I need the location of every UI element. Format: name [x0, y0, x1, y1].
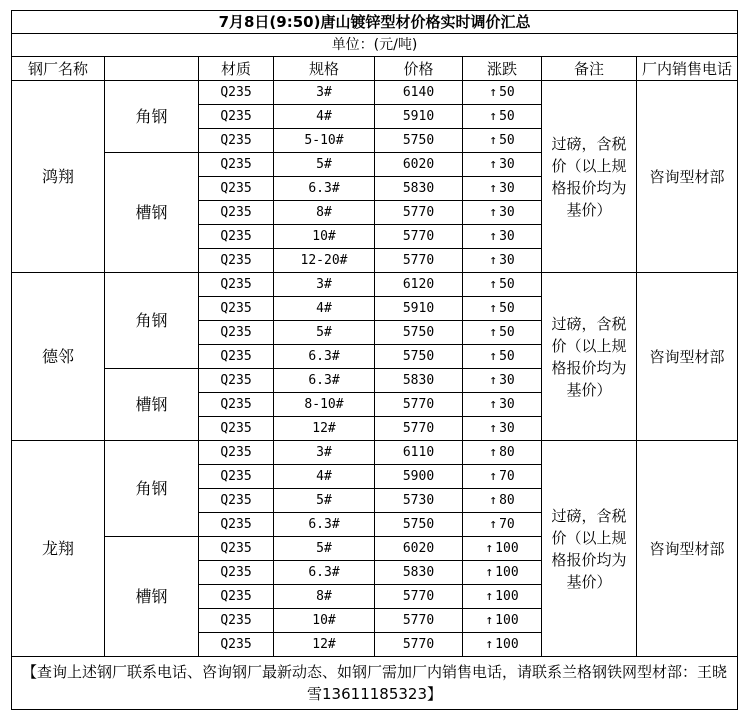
mill-phone: 咨询型材部 [637, 81, 738, 273]
header-note: 备注 [542, 57, 637, 81]
cell-price: 5750 [375, 129, 463, 153]
cell-spec: 6.3# [274, 513, 375, 537]
cell-spec: 5-10# [274, 129, 375, 153]
steel-type: 槽钢 [105, 153, 199, 273]
cell-price: 5830 [375, 177, 463, 201]
cell-price: 5770 [375, 633, 463, 657]
cell-change [463, 177, 542, 201]
cell-spec: 8# [274, 201, 375, 225]
cell-price: 5750 [375, 321, 463, 345]
cell-material: Q235 [199, 585, 274, 609]
up-arrow-icon: ↑ [489, 156, 498, 172]
table-row [12, 273, 738, 297]
cell-price: 5830 [375, 561, 463, 585]
up-arrow-icon: ↑ [489, 324, 498, 340]
cell-price: 5770 [375, 249, 463, 273]
cell-change [463, 537, 542, 561]
cell-material: Q235 [199, 321, 274, 345]
price-sheet [11, 10, 737, 711]
up-arrow-icon: ↑ [489, 468, 498, 484]
cell-material: Q235 [199, 153, 274, 177]
cell-spec: 6.3# [274, 177, 375, 201]
change-value: 50 [499, 324, 515, 340]
cell-change [463, 369, 542, 393]
mill-note: 过磅，含税价（以上规格报价均为基价） [542, 441, 637, 657]
cell-material: Q235 [199, 441, 274, 465]
cell-price: 5770 [375, 609, 463, 633]
change-value: 50 [499, 300, 515, 316]
cell-spec: 3# [274, 441, 375, 465]
steel-type: 角钢 [105, 81, 199, 153]
up-arrow-icon: ↑ [489, 228, 498, 244]
change-value: 30 [499, 252, 515, 268]
cell-change [463, 321, 542, 345]
cell-change [463, 441, 542, 465]
change-value: 30 [499, 228, 515, 244]
cell-change [463, 561, 542, 585]
up-arrow-icon: ↑ [489, 372, 498, 388]
change-value: 100 [495, 612, 519, 628]
up-arrow-icon: ↑ [485, 636, 494, 652]
cell-spec: 6.3# [274, 561, 375, 585]
up-arrow-icon: ↑ [489, 132, 498, 148]
up-arrow-icon: ↑ [489, 444, 498, 460]
price-table [11, 10, 738, 710]
mill-name: 鸿翔 [12, 81, 105, 273]
change-value: 30 [499, 180, 515, 196]
cell-change [463, 513, 542, 537]
steel-type: 角钢 [105, 273, 199, 369]
cell-material: Q235 [199, 537, 274, 561]
header-row [12, 57, 738, 81]
cell-price: 5900 [375, 465, 463, 489]
cell-material: Q235 [199, 489, 274, 513]
cell-change [463, 585, 542, 609]
mill-note: 过磅，含税价（以上规格报价均为基价） [542, 81, 637, 273]
table-row [12, 441, 738, 465]
up-arrow-icon: ↑ [489, 276, 498, 292]
cell-change [463, 105, 542, 129]
cell-spec: 5# [274, 153, 375, 177]
up-arrow-icon: ↑ [485, 540, 494, 556]
cell-change [463, 273, 542, 297]
cell-spec: 5# [274, 321, 375, 345]
change-value: 50 [499, 132, 515, 148]
change-value: 100 [495, 540, 519, 556]
steel-type: 角钢 [105, 441, 199, 537]
cell-material: Q235 [199, 393, 274, 417]
cell-material: Q235 [199, 129, 274, 153]
cell-material: Q235 [199, 273, 274, 297]
header-blank [105, 57, 199, 81]
cell-price: 6110 [375, 441, 463, 465]
up-arrow-icon: ↑ [489, 180, 498, 196]
cell-spec: 6.3# [274, 345, 375, 369]
cell-spec: 10# [274, 609, 375, 633]
cell-spec: 6.3# [274, 369, 375, 393]
cell-material: Q235 [199, 513, 274, 537]
change-value: 100 [495, 636, 519, 652]
cell-price: 6140 [375, 81, 463, 105]
up-arrow-icon: ↑ [489, 492, 498, 508]
up-arrow-icon: ↑ [489, 420, 498, 436]
cell-spec: 4# [274, 465, 375, 489]
cell-change [463, 417, 542, 441]
change-value: 30 [499, 396, 515, 412]
cell-material: Q235 [199, 297, 274, 321]
change-value: 50 [499, 108, 515, 124]
header-material: 材质 [199, 57, 274, 81]
change-value: 50 [499, 348, 515, 364]
cell-spec: 10# [274, 225, 375, 249]
change-value: 30 [499, 372, 515, 388]
cell-material: Q235 [199, 561, 274, 585]
cell-change [463, 633, 542, 657]
cell-change [463, 153, 542, 177]
cell-spec: 12# [274, 633, 375, 657]
footer-contact: 【查询上述钢厂联系电话、咨询钢厂最新动态、如钢厂需加厂内销售电话，请联系兰格钢铁网型材部：王晓雪13611185323】 [12, 657, 738, 710]
change-value: 50 [499, 84, 515, 100]
cell-spec: 12# [274, 417, 375, 441]
cell-price: 5770 [375, 585, 463, 609]
up-arrow-icon: ↑ [489, 84, 498, 100]
cell-material: Q235 [199, 369, 274, 393]
cell-material: Q235 [199, 633, 274, 657]
header-phone: 厂内销售电话 [637, 57, 738, 81]
cell-spec: 8# [274, 585, 375, 609]
cell-change [463, 129, 542, 153]
cell-material: Q235 [199, 609, 274, 633]
cell-material: Q235 [199, 249, 274, 273]
up-arrow-icon: ↑ [489, 204, 498, 220]
header-spec: 规格 [274, 57, 375, 81]
up-arrow-icon: ↑ [489, 396, 498, 412]
change-value: 100 [495, 588, 519, 604]
cell-price: 5750 [375, 513, 463, 537]
cell-price: 5830 [375, 369, 463, 393]
cell-spec: 8-10# [274, 393, 375, 417]
up-arrow-icon: ↑ [485, 564, 494, 580]
cell-price: 6020 [375, 153, 463, 177]
cell-material: Q235 [199, 105, 274, 129]
cell-spec: 3# [274, 273, 375, 297]
cell-change [463, 465, 542, 489]
cell-price: 5770 [375, 201, 463, 225]
cell-change [463, 225, 542, 249]
mill-name: 德邻 [12, 273, 105, 441]
cell-price: 5770 [375, 393, 463, 417]
header-change: 涨跌 [463, 57, 542, 81]
cell-change [463, 249, 542, 273]
change-value: 70 [499, 516, 515, 532]
mill-note: 过磅，含税价（以上规格报价均为基价） [542, 273, 637, 441]
cell-material: Q235 [199, 345, 274, 369]
unit-label: 单位：(元/吨) [12, 34, 738, 57]
up-arrow-icon: ↑ [485, 612, 494, 628]
cell-change [463, 393, 542, 417]
cell-spec: 5# [274, 489, 375, 513]
header-price: 价格 [375, 57, 463, 81]
cell-spec: 4# [274, 105, 375, 129]
change-value: 80 [499, 444, 515, 460]
up-arrow-icon: ↑ [489, 516, 498, 532]
cell-spec: 12-20# [274, 249, 375, 273]
cell-change [463, 81, 542, 105]
up-arrow-icon: ↑ [489, 252, 498, 268]
cell-price: 5910 [375, 297, 463, 321]
cell-change [463, 489, 542, 513]
cell-spec: 4# [274, 297, 375, 321]
change-value: 30 [499, 204, 515, 220]
steel-type: 槽钢 [105, 369, 199, 441]
cell-price: 5910 [375, 105, 463, 129]
cell-material: Q235 [199, 225, 274, 249]
cell-price: 5730 [375, 489, 463, 513]
change-value: 50 [499, 276, 515, 292]
cell-change [463, 201, 542, 225]
mill-phone: 咨询型材部 [637, 441, 738, 657]
sheet-title: 7月8日(9:50)唐山镀锌型材价格实时调价汇总 [12, 11, 738, 34]
cell-material: Q235 [199, 201, 274, 225]
up-arrow-icon: ↑ [489, 348, 498, 364]
mill-phone: 咨询型材部 [637, 273, 738, 441]
cell-price: 5770 [375, 417, 463, 441]
cell-price: 6120 [375, 273, 463, 297]
cell-material: Q235 [199, 417, 274, 441]
cell-spec: 5# [274, 537, 375, 561]
table-row [12, 81, 738, 105]
up-arrow-icon: ↑ [485, 588, 494, 604]
cell-price: 5770 [375, 225, 463, 249]
change-value: 80 [499, 492, 515, 508]
cell-spec: 3# [274, 81, 375, 105]
cell-material: Q235 [199, 81, 274, 105]
up-arrow-icon: ↑ [489, 108, 498, 124]
cell-material: Q235 [199, 177, 274, 201]
steel-type: 槽钢 [105, 537, 199, 657]
change-value: 100 [495, 564, 519, 580]
cell-price: 6020 [375, 537, 463, 561]
cell-price: 5750 [375, 345, 463, 369]
cell-material: Q235 [199, 465, 274, 489]
change-value: 30 [499, 420, 515, 436]
cell-change [463, 345, 542, 369]
change-value: 30 [499, 156, 515, 172]
header-mill: 钢厂名称 [12, 57, 105, 81]
up-arrow-icon: ↑ [489, 300, 498, 316]
change-value: 70 [499, 468, 515, 484]
cell-change [463, 609, 542, 633]
mill-name: 龙翔 [12, 441, 105, 657]
cell-change [463, 297, 542, 321]
